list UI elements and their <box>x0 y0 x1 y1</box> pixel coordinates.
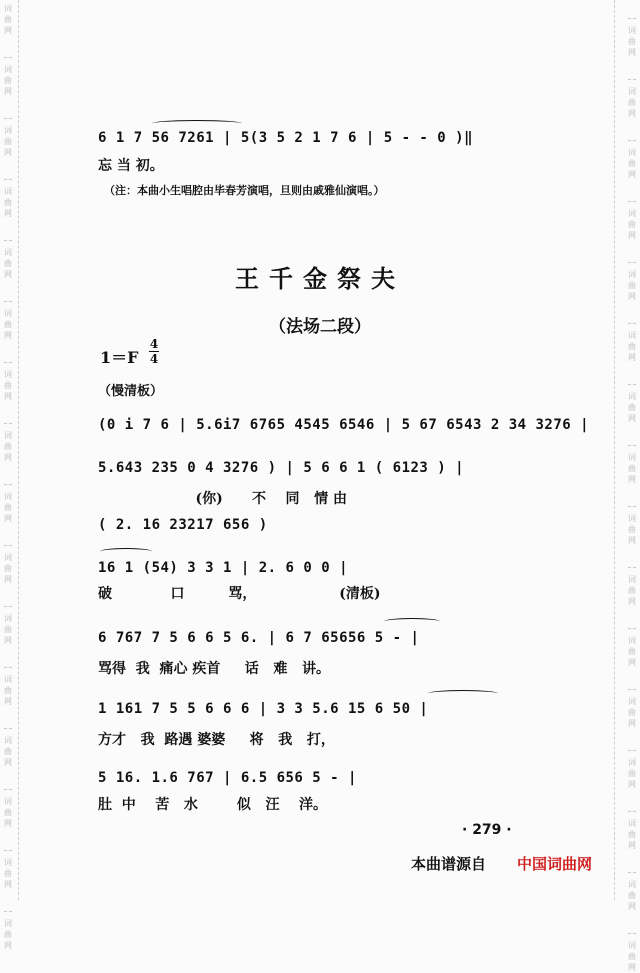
watermark-glyph: 曲 <box>628 891 636 900</box>
watermark-separator <box>628 628 636 629</box>
watermark-separator <box>4 667 12 668</box>
watermark-glyph: 网 <box>4 697 12 706</box>
watermark-glyph: 网 <box>4 880 12 889</box>
watermark-glyph: 网 <box>4 819 12 828</box>
page-number: · 279 · <box>462 822 512 838</box>
watermark-glyph: 曲 <box>4 259 12 268</box>
watermark-group <box>628 199 636 241</box>
song-subtitle: （法场二段） <box>269 317 371 337</box>
watermark-glyph: 网 <box>4 392 12 401</box>
watermark-glyph: 词 <box>4 919 12 928</box>
watermark-separator <box>4 118 12 119</box>
watermark-glyph: 曲 <box>4 930 12 939</box>
time-signature-top: 4 <box>149 337 159 351</box>
score-system-6: 1 161 7 5 5 6 6 6 | 3 3 5.6 15 6 50 | <box>98 701 429 717</box>
time-signature-bottom: 4 <box>149 352 159 366</box>
score-system-4: 16 1 (54) 3 3 1 | 2. 6 0 0 | <box>98 560 349 576</box>
watermark-glyph: 词 <box>4 4 12 13</box>
watermark-glyph: 曲 <box>4 442 12 451</box>
watermark-separator <box>4 606 12 607</box>
watermark-glyph: 词 <box>628 941 636 950</box>
watermark-glyph: 词 <box>628 453 636 462</box>
watermark-group <box>4 726 12 768</box>
watermark-separator <box>628 567 636 568</box>
watermark-glyph: 词 <box>4 65 12 74</box>
watermark-group <box>628 443 636 485</box>
watermark-separator <box>4 850 12 851</box>
watermark-glyph: 网 <box>628 48 636 57</box>
watermark-glyph: 词 <box>4 736 12 745</box>
watermark-separator <box>4 545 12 546</box>
watermark-glyph: 曲 <box>4 198 12 207</box>
watermark-glyph: 词 <box>628 148 636 157</box>
watermark-separator <box>4 57 12 58</box>
watermark-glyph: 曲 <box>4 564 12 573</box>
watermark-glyph: 网 <box>4 209 12 218</box>
watermark-separator <box>628 18 636 19</box>
right-watermark-strip <box>625 0 639 972</box>
score-lyric-2: (你) 不 同 情 由 <box>98 491 347 507</box>
watermark-glyph: 曲 <box>4 15 12 24</box>
watermark-glyph: 网 <box>4 636 12 645</box>
watermark-glyph: 曲 <box>4 869 12 878</box>
watermark-group <box>4 177 12 219</box>
watermark-group <box>628 565 636 607</box>
watermark-group <box>4 360 12 402</box>
watermark-separator <box>628 79 636 80</box>
watermark-group <box>4 909 12 951</box>
watermark-glyph: 网 <box>628 780 636 789</box>
watermark-glyph: 网 <box>4 453 12 462</box>
watermark-group <box>4 55 12 97</box>
watermark-group <box>4 421 12 463</box>
watermark-glyph: 网 <box>628 963 636 972</box>
watermark-glyph: 词 <box>4 492 12 501</box>
watermark-separator <box>628 933 636 934</box>
watermark-glyph: 曲 <box>628 220 636 229</box>
watermark-glyph: 曲 <box>628 830 636 839</box>
watermark-glyph: 网 <box>628 109 636 118</box>
watermark-glyph: 词 <box>4 309 12 318</box>
watermark-glyph: 词 <box>628 636 636 645</box>
watermark-glyph: 词 <box>628 880 636 889</box>
watermark-separator <box>4 423 12 424</box>
watermark-glyph: 网 <box>628 475 636 484</box>
watermark-glyph: 词 <box>628 87 636 96</box>
watermark-glyph: 曲 <box>628 37 636 46</box>
watermark-separator <box>4 789 12 790</box>
score-system-1: (0 i 7 6 | 5.6i7 6765 4545 6546 | 5 67 6543 2 34 3276 | <box>98 417 590 433</box>
watermark-glyph: 网 <box>628 597 636 606</box>
watermark-glyph: 词 <box>628 575 636 584</box>
score-lyric-4: 破 口 骂， (清板) <box>98 586 381 602</box>
watermark-separator <box>628 506 636 507</box>
watermark-glyph: 曲 <box>4 686 12 695</box>
watermark-group <box>628 504 636 546</box>
watermark-glyph: 词 <box>628 697 636 706</box>
watermark-group <box>628 931 636 973</box>
previous-song-lyric: 忘 当 初。 <box>98 158 164 174</box>
left-border-line <box>18 0 19 900</box>
previous-song-notation: 6 1 7 56 7261 | 5(3 5 2 1 7 6 | 5 - - 0 )‖ <box>98 130 474 146</box>
watermark-glyph: 网 <box>4 148 12 157</box>
watermark-glyph: 词 <box>4 675 12 684</box>
watermark-glyph: 网 <box>4 87 12 96</box>
watermark-glyph: 曲 <box>4 747 12 756</box>
watermark-glyph: 曲 <box>4 503 12 512</box>
watermark-group <box>4 0 12 36</box>
watermark-separator <box>628 201 636 202</box>
watermark-glyph: 网 <box>4 941 12 950</box>
watermark-separator <box>628 689 636 690</box>
watermark-glyph: 曲 <box>4 320 12 329</box>
watermark-glyph: 词 <box>4 187 12 196</box>
watermark-glyph: 曲 <box>628 586 636 595</box>
watermark-glyph: 网 <box>4 26 12 35</box>
watermark-glyph: 网 <box>628 231 636 240</box>
watermark-glyph: 曲 <box>628 98 636 107</box>
watermark-glyph: 网 <box>628 292 636 301</box>
score-system-7: 5 16. 1.6 767 | 6.5 656 5 - | <box>98 770 357 786</box>
watermark-glyph: 网 <box>4 514 12 523</box>
watermark-glyph: 词 <box>628 209 636 218</box>
source-site-link[interactable]: 中国词曲网 <box>517 855 593 873</box>
watermark-separator <box>4 240 12 241</box>
watermark-glyph: 网 <box>628 658 636 667</box>
slur-arc <box>384 618 440 625</box>
watermark-glyph: 曲 <box>4 625 12 634</box>
slur-arc <box>152 120 242 127</box>
time-signature <box>149 338 159 365</box>
source-label: 本曲谱源自 <box>411 855 487 873</box>
watermark-glyph: 词 <box>628 270 636 279</box>
watermark-group <box>4 787 12 829</box>
slur-arc <box>428 690 498 697</box>
left-watermark-strip <box>1 0 15 950</box>
score-system-5: 6 767 7 5 6 6 5 6. | 6 7 65656 5 - | <box>98 630 420 646</box>
watermark-glyph: 词 <box>628 758 636 767</box>
watermark-glyph: 词 <box>628 514 636 523</box>
watermark-glyph: 词 <box>4 431 12 440</box>
watermark-group <box>628 748 636 790</box>
watermark-glyph: 曲 <box>628 403 636 412</box>
watermark-group <box>628 382 636 424</box>
watermark-glyph: 网 <box>628 414 636 423</box>
watermark-glyph: 曲 <box>628 159 636 168</box>
watermark-separator <box>628 445 636 446</box>
watermark-glyph: 曲 <box>628 281 636 290</box>
watermark-glyph: 词 <box>4 614 12 623</box>
watermark-separator <box>628 811 636 812</box>
score-lyric-7: 肚 中 苦 水 似 汪 洋。 <box>98 797 327 813</box>
watermark-separator <box>4 179 12 180</box>
watermark-glyph: 网 <box>4 575 12 584</box>
watermark-glyph: 曲 <box>628 647 636 656</box>
score-system-2: 5.643 235 0 4 3276 ) | 5 6 6 1 ( 6123 ) | <box>98 460 465 476</box>
watermark-glyph: 网 <box>4 758 12 767</box>
watermark-group <box>4 116 12 158</box>
watermark-glyph: 词 <box>4 858 12 867</box>
watermark-group <box>4 848 12 890</box>
right-border-line <box>614 0 615 900</box>
performer-note: （注：本曲小生唱腔由毕春芳演唱，旦则由戚雅仙演唱。） <box>104 184 385 197</box>
watermark-separator <box>4 484 12 485</box>
watermark-glyph: 词 <box>4 248 12 257</box>
watermark-group <box>4 482 12 524</box>
watermark-separator <box>4 728 12 729</box>
watermark-glyph: 曲 <box>4 381 12 390</box>
watermark-group <box>628 626 636 668</box>
watermark-glyph: 网 <box>628 719 636 728</box>
slur-arc <box>100 548 152 555</box>
watermark-separator <box>628 872 636 873</box>
watermark-glyph: 曲 <box>628 708 636 717</box>
watermark-glyph: 词 <box>4 797 12 806</box>
watermark-glyph: 曲 <box>628 464 636 473</box>
watermark-glyph: 曲 <box>628 342 636 351</box>
watermark-group <box>628 809 636 851</box>
watermark-glyph: 词 <box>628 392 636 401</box>
watermark-group <box>4 543 12 585</box>
watermark-glyph: 网 <box>628 170 636 179</box>
watermark-glyph: 词 <box>628 819 636 828</box>
watermark-glyph: 网 <box>4 270 12 279</box>
watermark-separator <box>628 140 636 141</box>
watermark-separator <box>628 750 636 751</box>
watermark-glyph: 曲 <box>628 769 636 778</box>
watermark-separator <box>4 362 12 363</box>
watermark-glyph: 网 <box>4 331 12 340</box>
watermark-glyph: 词 <box>4 370 12 379</box>
watermark-glyph: 网 <box>628 536 636 545</box>
score-system-3: ( 2. 16 23217 656 ) <box>98 517 268 533</box>
watermark-separator <box>628 384 636 385</box>
watermark-glyph: 网 <box>628 353 636 362</box>
score-lyric-5: 骂得 我 痛心 疾首 话 难 讲。 <box>98 661 330 677</box>
score-lyric-6: 方才 我 路遇 婆婆 将 我 打， <box>98 732 335 748</box>
watermark-separator <box>4 301 12 302</box>
watermark-glyph: 词 <box>4 126 12 135</box>
watermark-group <box>628 77 636 119</box>
watermark-separator <box>4 911 12 912</box>
watermark-group <box>628 16 636 58</box>
watermark-glyph: 曲 <box>4 76 12 85</box>
watermark-glyph: 词 <box>628 331 636 340</box>
watermark-glyph: 曲 <box>4 808 12 817</box>
watermark-group <box>628 138 636 180</box>
watermark-glyph: 网 <box>628 902 636 911</box>
watermark-group <box>4 604 12 646</box>
watermark-group <box>628 687 636 729</box>
watermark-group <box>4 665 12 707</box>
song-title: 王千金祭夫 <box>235 264 405 293</box>
watermark-glyph: 曲 <box>628 952 636 961</box>
tempo-marking: （慢清板） <box>98 384 164 399</box>
watermark-group <box>628 870 636 912</box>
watermark-glyph: 网 <box>628 841 636 850</box>
watermark-glyph: 词 <box>4 553 12 562</box>
watermark-glyph: 曲 <box>4 137 12 146</box>
watermark-glyph: 词 <box>628 26 636 35</box>
key-signature: 1＝F <box>100 348 139 367</box>
watermark-glyph: 曲 <box>628 525 636 534</box>
